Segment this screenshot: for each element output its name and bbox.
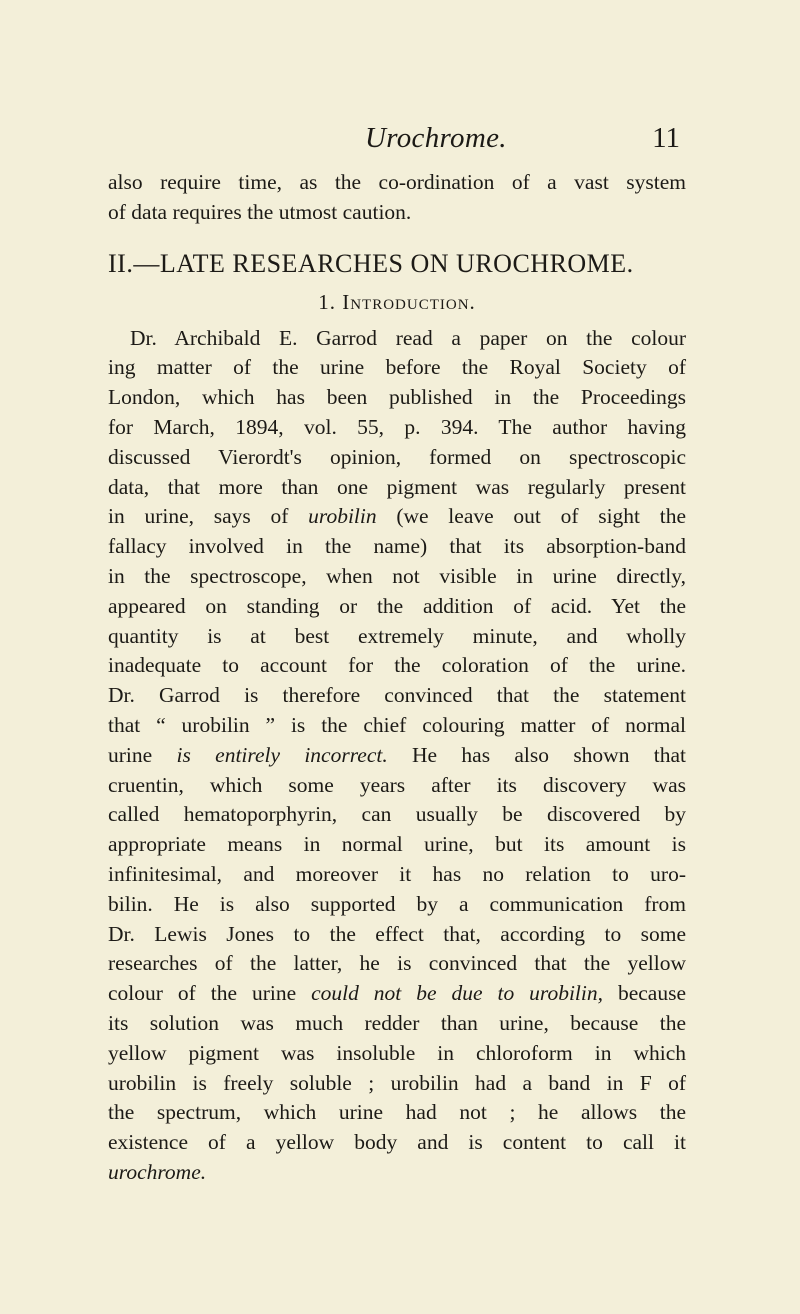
text-line: Dr. Lewis Jones to the effect that, according to some	[108, 921, 686, 946]
text-line: bilin. He is also supported by a communication from	[108, 891, 686, 916]
text-line	[108, 502, 686, 532]
text-line: its solution was much redder than urine, because the	[108, 1010, 686, 1035]
text-line: of data requires the utmost caution.	[108, 199, 412, 224]
italic-segment: could not be due to urobilin,	[311, 981, 604, 1006]
italic-segment: urobilin	[308, 504, 377, 529]
paragraph-2	[108, 324, 686, 1188]
italic-segment: is entirely incorrect.	[176, 742, 388, 767]
text-line: appropriate means in normal urine, but its amount is	[108, 832, 686, 857]
text-line: inadequate to account for the coloration of the urine.	[108, 653, 686, 678]
text-line: that “ urobilin ” is the chief colouring matter of normal	[108, 712, 686, 737]
body-text	[108, 168, 686, 1188]
text-segment: because	[617, 981, 687, 1006]
running-title: Urochrome.	[365, 122, 507, 154]
section-heading: II.—LATE RESEARCHES ON UROCHROME.	[108, 248, 634, 278]
subsection-heading: 1. Introduction.	[318, 289, 476, 314]
text-line: also require time, as the co-ordination of a vast system	[108, 170, 686, 194]
text-line	[108, 979, 686, 1009]
text-line: yellow pigment was insoluble in chloroform in which	[108, 1040, 686, 1065]
text-line: Dr. Archibald E. Garrod read a paper on the colour	[130, 325, 686, 350]
text-line: cruentin, which some years after its discovery was	[108, 772, 686, 797]
running-head	[200, 122, 680, 162]
text-line: called hematoporphyrin, can usually be discovered by	[108, 802, 686, 827]
text-line: discussed Vierordt's opinion, formed on spectroscopic	[108, 444, 686, 469]
text-line	[108, 1158, 686, 1188]
text-line: fallacy involved in the name) that its absorption-band	[108, 534, 686, 559]
text-segment: He has also shown that	[412, 742, 687, 767]
text-line: the spectrum, which urine had not ; he allows the	[108, 1100, 686, 1125]
text-segment: urine	[108, 742, 153, 767]
text-line: researches of the latter, he is convinced that the yellow	[108, 951, 686, 976]
text-line: urobilin is freely soluble ; urobilin had a band in F of	[108, 1070, 686, 1095]
text-line: for March, 1894, vol. 55, p. 394. The author having	[108, 414, 686, 439]
text-line: data, that more than one pigment was regularly present	[108, 474, 686, 499]
text-line: infinitesimal, and moreover it has no relation to uro-	[108, 861, 686, 886]
text-segment: in urine, says of	[108, 504, 289, 529]
text-line: quantity is at best extremely minute, and wholly	[108, 623, 686, 648]
page-number: 11	[652, 122, 680, 154]
italic-segment: urochrome.	[108, 1159, 207, 1184]
text-line: ing matter of the urine before the Royal Society of	[108, 355, 686, 380]
text-line: existence of a yellow body and is content to call it	[108, 1130, 686, 1155]
text-line	[108, 741, 686, 771]
text-line: in the spectroscope, when not visible in urine directly,	[108, 563, 686, 588]
text-segment: colour of the urine	[108, 981, 297, 1006]
paragraph-1	[108, 168, 686, 228]
text-line: London, which has been published in the Proceedings	[108, 385, 686, 410]
text-segment: (we leave out of sight the	[396, 504, 687, 529]
text-line: Dr. Garrod is therefore convinced that the statement	[108, 683, 686, 708]
text-line: appeared on standing or the addition of acid. Yet the	[108, 593, 686, 618]
